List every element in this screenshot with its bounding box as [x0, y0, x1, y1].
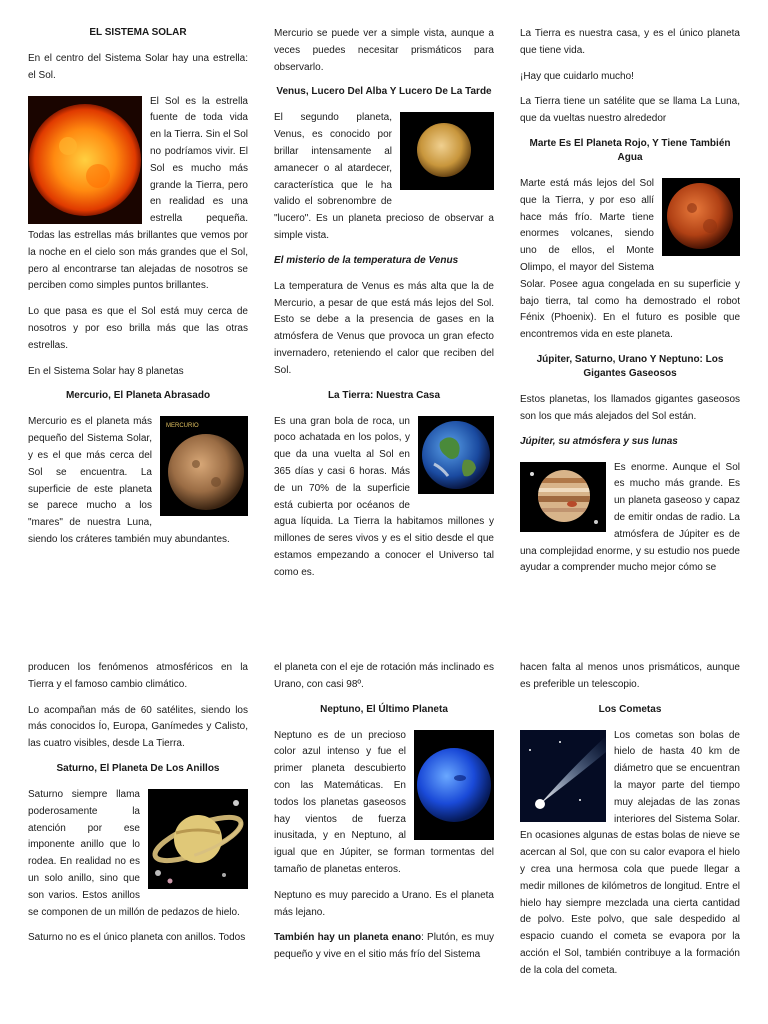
- jupiter-paragraph-2: producen los fenómenos atmosféricos en la Tierra y el famoso cambio climático.: [28, 662, 248, 690]
- column-2: [274, 26, 494, 596]
- venus-paragraph: El segundo planeta, Venus, es conocido por brillar intensamente al amanecer o al atardecer, característica que le ha valido el sobrenombre de "lucero". Es un planeta precioso de observar a simple vista.: [274, 112, 494, 241]
- saturn-paragraph: Saturno siempre llama poderosamente la atención por ese imponente anillo que lo rodea. En realidad no es un solo anillo, sino que son varios. Estos anillos se componen de un millón de pedazos de hielo.: [28, 787, 248, 921]
- svg-text:MERCURIO: MERCURIO: [166, 423, 199, 430]
- neptune-paragraph-2: Neptuno es muy parecido a Urano. Es el planeta más lejano.: [274, 889, 494, 918]
- planets-count: En el Sistema Solar hay 8 planetas: [28, 365, 184, 377]
- mercury-paragraph: MERCURIO Mercurio es el planeta más pequeño del Sistema Solar, y es el que más cerca del Sol se encuentra. La superficie de este planeta se parece mucho a los "mares" de nuestra Luna, siendo los cráteres también muy abundantes.: [28, 414, 248, 548]
- uranus-paragraph: el planeta con el eje de rotación más inclinado es Urano, con casi 98º.: [274, 662, 494, 690]
- column-6: [520, 660, 740, 1024]
- earth-heading: La Tierra: Nuestra Casa: [327, 389, 441, 401]
- mars-paragraph: Marte está más lejos del Sol que la Tierra, y por eso allí hace más frío. Marte tiene enormes volcanes, siendo uno de ellos, el Monte Olimpo, el mayor del Sistema Solar. Posee agua congelada en su superficie y bajo tierra, tal como ha demostrado el robot Fénix (Phoenix). En el futuro es posible que encontremos vida en este planeta.: [520, 177, 740, 341]
- jupiter-moons-paragraph: Lo acompañan más de 60 satélites, siendo los más conocidos Ío, Europa, Ganímedes y Calisto, las cuatro visibles, desde La Tierra.: [28, 704, 248, 750]
- sun-paragraph-2: Lo que pasa es que el Sol está muy cerca de nosotros y por eso brilla más que las otras estrellas.: [28, 306, 248, 351]
- giants-paragraph: Estos planetas, los llamados gigantes gaseosos son los que más alejados del Sol están.: [520, 393, 740, 422]
- saturn-paragraph-2: Saturno no es el único planeta con anillos. Todos: [28, 932, 246, 944]
- intro-paragraph: En el centro del Sistema Solar hay una estrella: el Sol.: [28, 53, 248, 81]
- earth-paragraph: Es una gran bola de roca, un poco achatada en los polos, y que da una vuelta al Sol en 365 días y casi 6 horas. Más de un 70% de la superficie está cubierta por océanos de agua líquida. La Tierra la habitamos millones y millones de seres vivos y es el sitio desde el que estamos empezando a conocer el Universo tal como es.: [274, 415, 494, 578]
- mars-heading: Marte Es El Planeta Rojo, Y Tiene También Agua: [529, 137, 731, 163]
- venus-paragraph-2: La temperatura de Venus es más alta que la de Mercurio, a pesar de que está más lejos del Sol. Esto se debe a la presencia de gases en la atmósfera de Venus que provoca un gran efecto invernadero, reteniendo el calor que reciben del Sol.: [274, 280, 494, 376]
- mars-image: [662, 178, 740, 256]
- neptune-paragraph: Neptuno es de un precioso color azul intenso y fue el primer planeta descubierto con las Matemáticas. En todos los planetas gaseosos hay vientos de fuerza inusitada, y en Neptuno, al igual que en Júpiter, se forman tormentas del tamaño de planetas enteros.: [274, 729, 494, 875]
- column-1: [28, 26, 248, 596]
- saturn-heading: Saturno, El Planeta De Los Anillos: [56, 762, 220, 774]
- comet-image: [520, 730, 606, 822]
- telescope-paragraph: hacen falta al menos unos prismáticos, aunque es preferible un telescopio.: [520, 662, 740, 690]
- sun-paragraph: El Sol es la estrella fuente de toda vida en la Tierra. Sin el Sol no podríamos vivir. El Sol es mucho más grande la Tierra, pero en realidad es una estrella pequeña. Todas las estrellas más brillantes que vemos por la noche en el cielo son más grandes que el Sol, pero al encontrarse tan alejadas de nosotros se perciben como simples puntos brillantes.: [28, 95, 248, 292]
- dwarf-planet-paragraph: También hay un planeta enano: Plutón, es muy pequeño y vive en el sitio más frío del Sistema: [274, 932, 494, 961]
- venus-image: [400, 112, 494, 190]
- venus-subheading: El misterio de la temperatura de Venus: [274, 254, 459, 266]
- comets-paragraph: Los cometas son bolas de hielo de hasta 40 km de diámetro que se encuentran la mayor parte del tiempo muy alejadas de las zonas interiores del Sistema Solar. En ocasiones algunas de estas bolas de nieve se acercan al Sol, que con su calor evapora el hielo y crea una hermosa cola que puede llegar a medir millones de kilómetros de longitud. Entre el hielo hay siempre mezclada una cierta cantidad de polvo. Este polvo, que sale despedido al espacio cuando el cometa se evapora por la acción el Sol, también contribuye a la formación de la cola del cometa.: [520, 729, 740, 976]
- mercury-paragraph-2: Mercurio se puede ver a simple vista, aunque a veces puedes necesitar prismáticos para observarlo.: [274, 28, 494, 73]
- jupiter-paragraph: Es enorme. Aunque el Sol es mucho más grande. Es un planeta gaseoso y capaz de emitir ondas de radio. La atmósfera de Júpiter es de una complejidad enorme, y su estudio nos puede ayudar a comprender mucho mejor cómo se: [520, 461, 740, 574]
- mercury-image: [160, 416, 248, 516]
- giants-heading: Júpiter, Saturno, Urano Y Neptuno: Los Gigantes Gaseosos: [536, 353, 724, 379]
- neptune-heading: Neptuno, El Último Planeta: [320, 703, 448, 715]
- column-3: [520, 26, 740, 596]
- earth-image: [418, 416, 494, 494]
- jupiter-image: [520, 462, 606, 532]
- moon-paragraph: La Tierra tiene un satélite que se llama La Luna, que da vueltas nuestro alrededor: [520, 96, 740, 125]
- column-4: [28, 660, 248, 1024]
- comets-heading: Los Cometas: [598, 703, 662, 715]
- saturn-image: [148, 789, 248, 889]
- column-5: [274, 660, 494, 1024]
- sun-image: [28, 96, 142, 224]
- neptune-image: [414, 730, 494, 840]
- earth-exclaim: ¡Hay que cuidarlo mucho!: [520, 70, 634, 82]
- mercury-heading: Mercurio, El Planeta Abrasado: [65, 390, 211, 402]
- venus-heading: Venus, Lucero Del Alba Y Lucero De La Tarde: [276, 86, 492, 98]
- jupiter-subheading: Júpiter, su atmósfera y sus lunas: [520, 435, 678, 447]
- earth-paragraph-2: La Tierra es nuestra casa, y es el único planeta que tiene vida.: [520, 28, 740, 56]
- page-title: EL SISTEMA SOLAR: [89, 27, 187, 38]
